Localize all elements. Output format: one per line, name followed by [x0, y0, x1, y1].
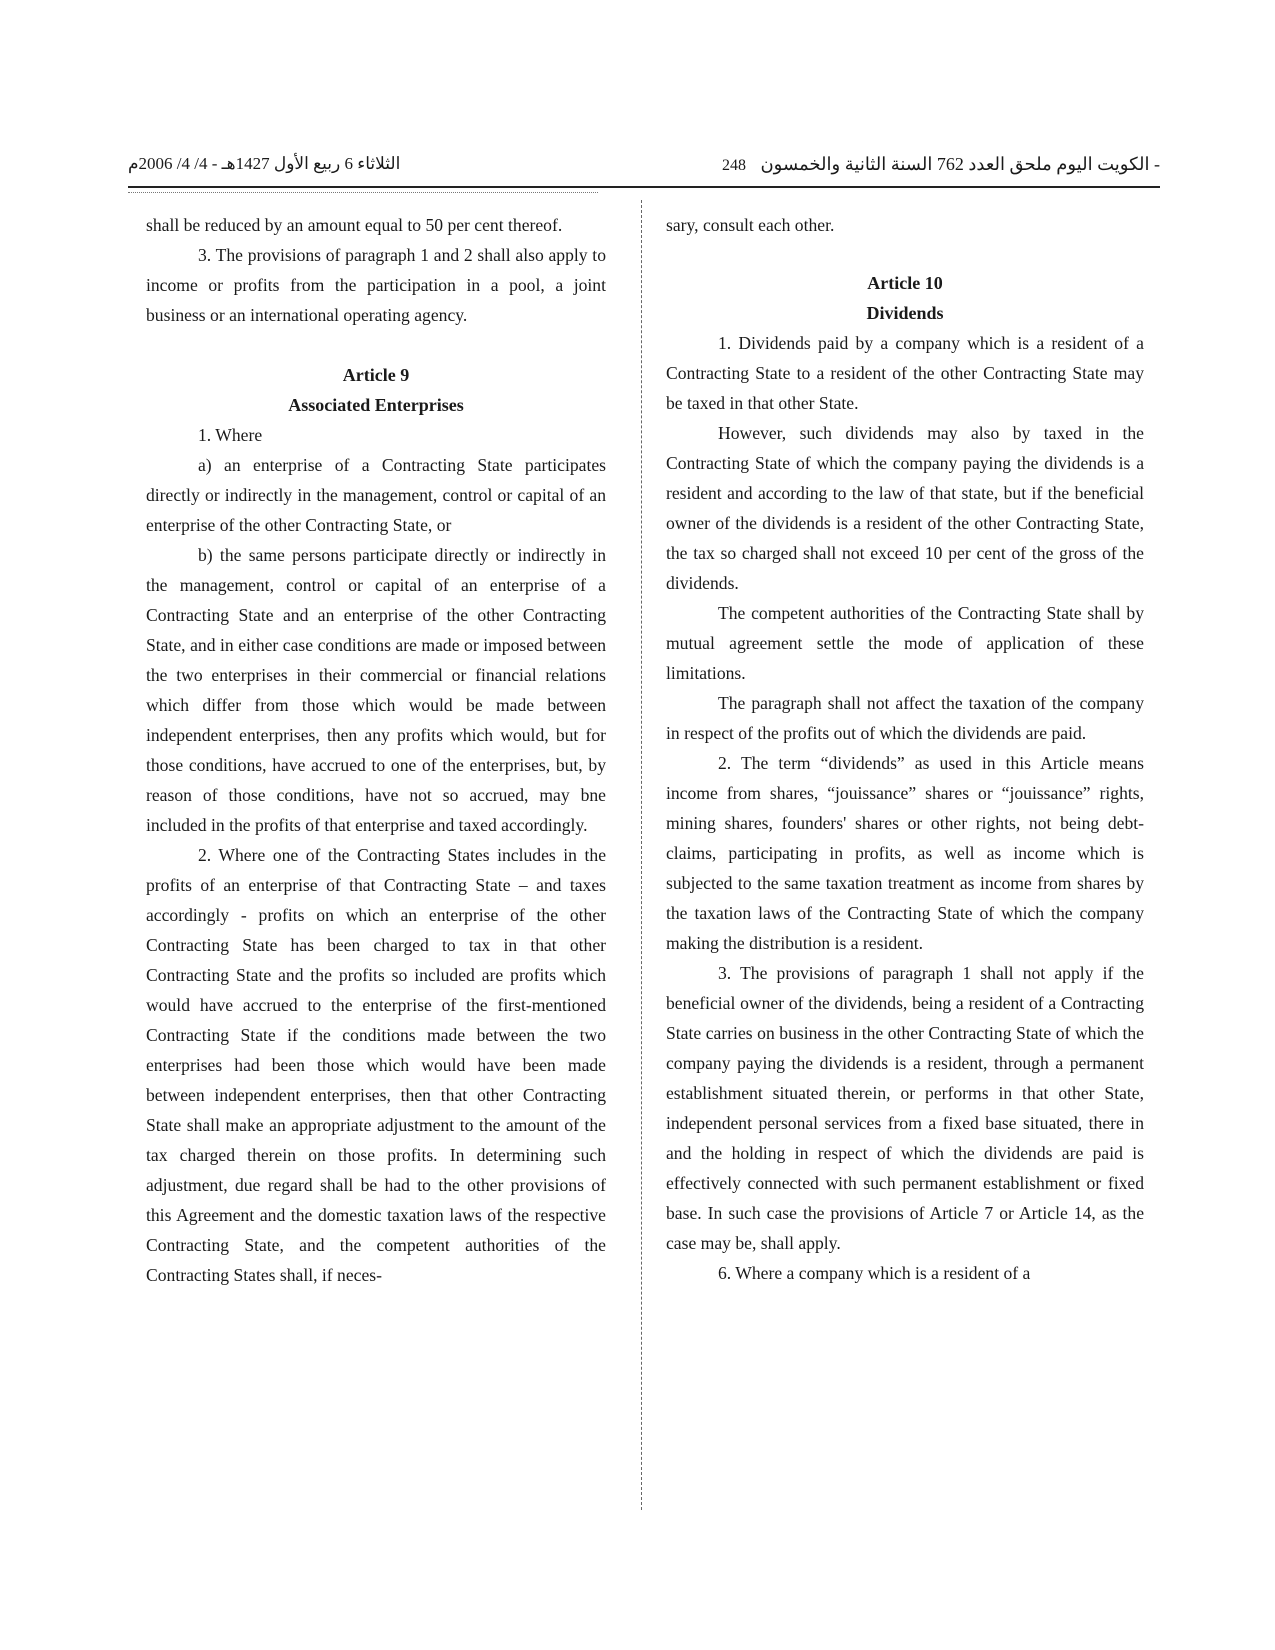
paragraph: The competent authorities of the Contracting State shall by mutual agreement settle the mode of application of these limitations. — [666, 603, 1144, 683]
header-publication — [722, 154, 1160, 175]
paragraph: sary, consult each other. — [666, 215, 835, 235]
left-column — [146, 210, 606, 1290]
header-rule-dotted — [128, 192, 598, 193]
article-10-number: Article 10 — [867, 273, 943, 293]
article-9-title: Associated Enterprises — [288, 395, 464, 415]
header-rule — [128, 186, 1160, 188]
paragraph: a) an enterprise of a Contracting State participates directly or indirectly in the management, control or capital of an enterprise of the other Contracting State, or — [146, 455, 606, 535]
paragraph: 3. The provisions of paragraph 1 shall not apply if the beneficial owner of the dividends, being a resident of a Contracting State carries on business in the other Contracting State of which the company paying the dividends is a resident, through a permanent establishment situated therein, or performs in that other State, independent personal services from a fixed base situated, there in and the holding in respect of which the dividends are paid is effectively connected with such permanent establishment or fixed base. In such case the provisions of Article 7 or Article 14, as the case may be, shall apply. — [666, 963, 1144, 1253]
column-divider — [641, 200, 642, 1510]
paragraph: The paragraph shall not affect the taxation of the company in respect of the profits out of which the dividends are paid. — [666, 693, 1144, 743]
article-9-number: Article 9 — [342, 365, 410, 385]
article-10-title: Dividends — [866, 303, 944, 323]
publication-title: الكويت اليوم ملحق العدد 762 السنة الثانية والخمسون - — [760, 154, 1160, 174]
paragraph: However, such dividends may also by taxed in the Contracting State of which the company paying the dividends is a resident and according to the law of that state, but if the beneficial owner of the dividends is a resident of the other Contracting State, the tax so charged shall not exceed 10 per cent of the gross of the dividends. — [666, 423, 1144, 593]
page-number: 248 — [721, 157, 746, 174]
right-column — [666, 210, 1144, 1288]
paragraph: 1. Dividends paid by a company which is a resident of a Contracting State to a resident of the other Contracting State may be taxed in that other State. — [666, 333, 1144, 413]
paragraph: b) the same persons participate directly or indirectly in the management, control or capital of an enterprise of a Contracting State and an enterprise of the other Contracting State, and in either case conditions are made or imposed between the two enterprises in their commercial or financial relations which differ from those which would be made between independent enterprises, then any profits which would, but for those conditions, have accrued to one of the enterprises, but, by reason of those conditions, have not so accrued, may bne included in the profits of that enterprise and taxed accordingly. — [146, 545, 606, 835]
paragraph: 2. The term “dividends” as used in this Article means income from shares, “jouissance” shares or “jouissance” rights, mining shares, founders' shares or other rights, not being debt-claims, participating in profits, as well as income which is subjected to the same taxation treatment as income from shares by the taxation laws of the Contracting State of which the company making the distribution is a resident. — [666, 753, 1144, 953]
paragraph: 1. Where — [198, 425, 263, 445]
paragraph: 6. Where a company which is a resident of a — [718, 1263, 1031, 1283]
header-date: الثلاثاء 6 ربيع الأول 1427هـ - 4/ 4/ 2006م — [128, 154, 401, 173]
paragraph: shall be reduced by an amount equal to 50 per cent thereof. — [146, 215, 563, 235]
paragraph: 2. Where one of the Contracting States includes in the profits of an enterprise of that Contracting State – and taxes accordingly - profits on which an enterprise of the other Contracting State has been charged to tax in that other Contracting State and the profits so included are profits which would have accrued to the enterprise of the first-mentioned Contracting State if the conditions made between the two enterprises had been those which would have been made between independent enterprises, then that other Contracting State shall make an appropriate adjustment to the amount of the tax charged therein on those profits. In determining such adjustment, due regard shall be had to the other provisions of this Agreement and the domestic taxation laws of the respective Contracting State, and the competent authorities of the Contracting States shall, if neces- — [146, 845, 606, 1285]
page-header — [128, 154, 1160, 194]
paragraph: 3. The provisions of paragraph 1 and 2 shall also apply to income or profits from the participation in a pool, a joint business or an international operating agency. — [146, 245, 606, 325]
